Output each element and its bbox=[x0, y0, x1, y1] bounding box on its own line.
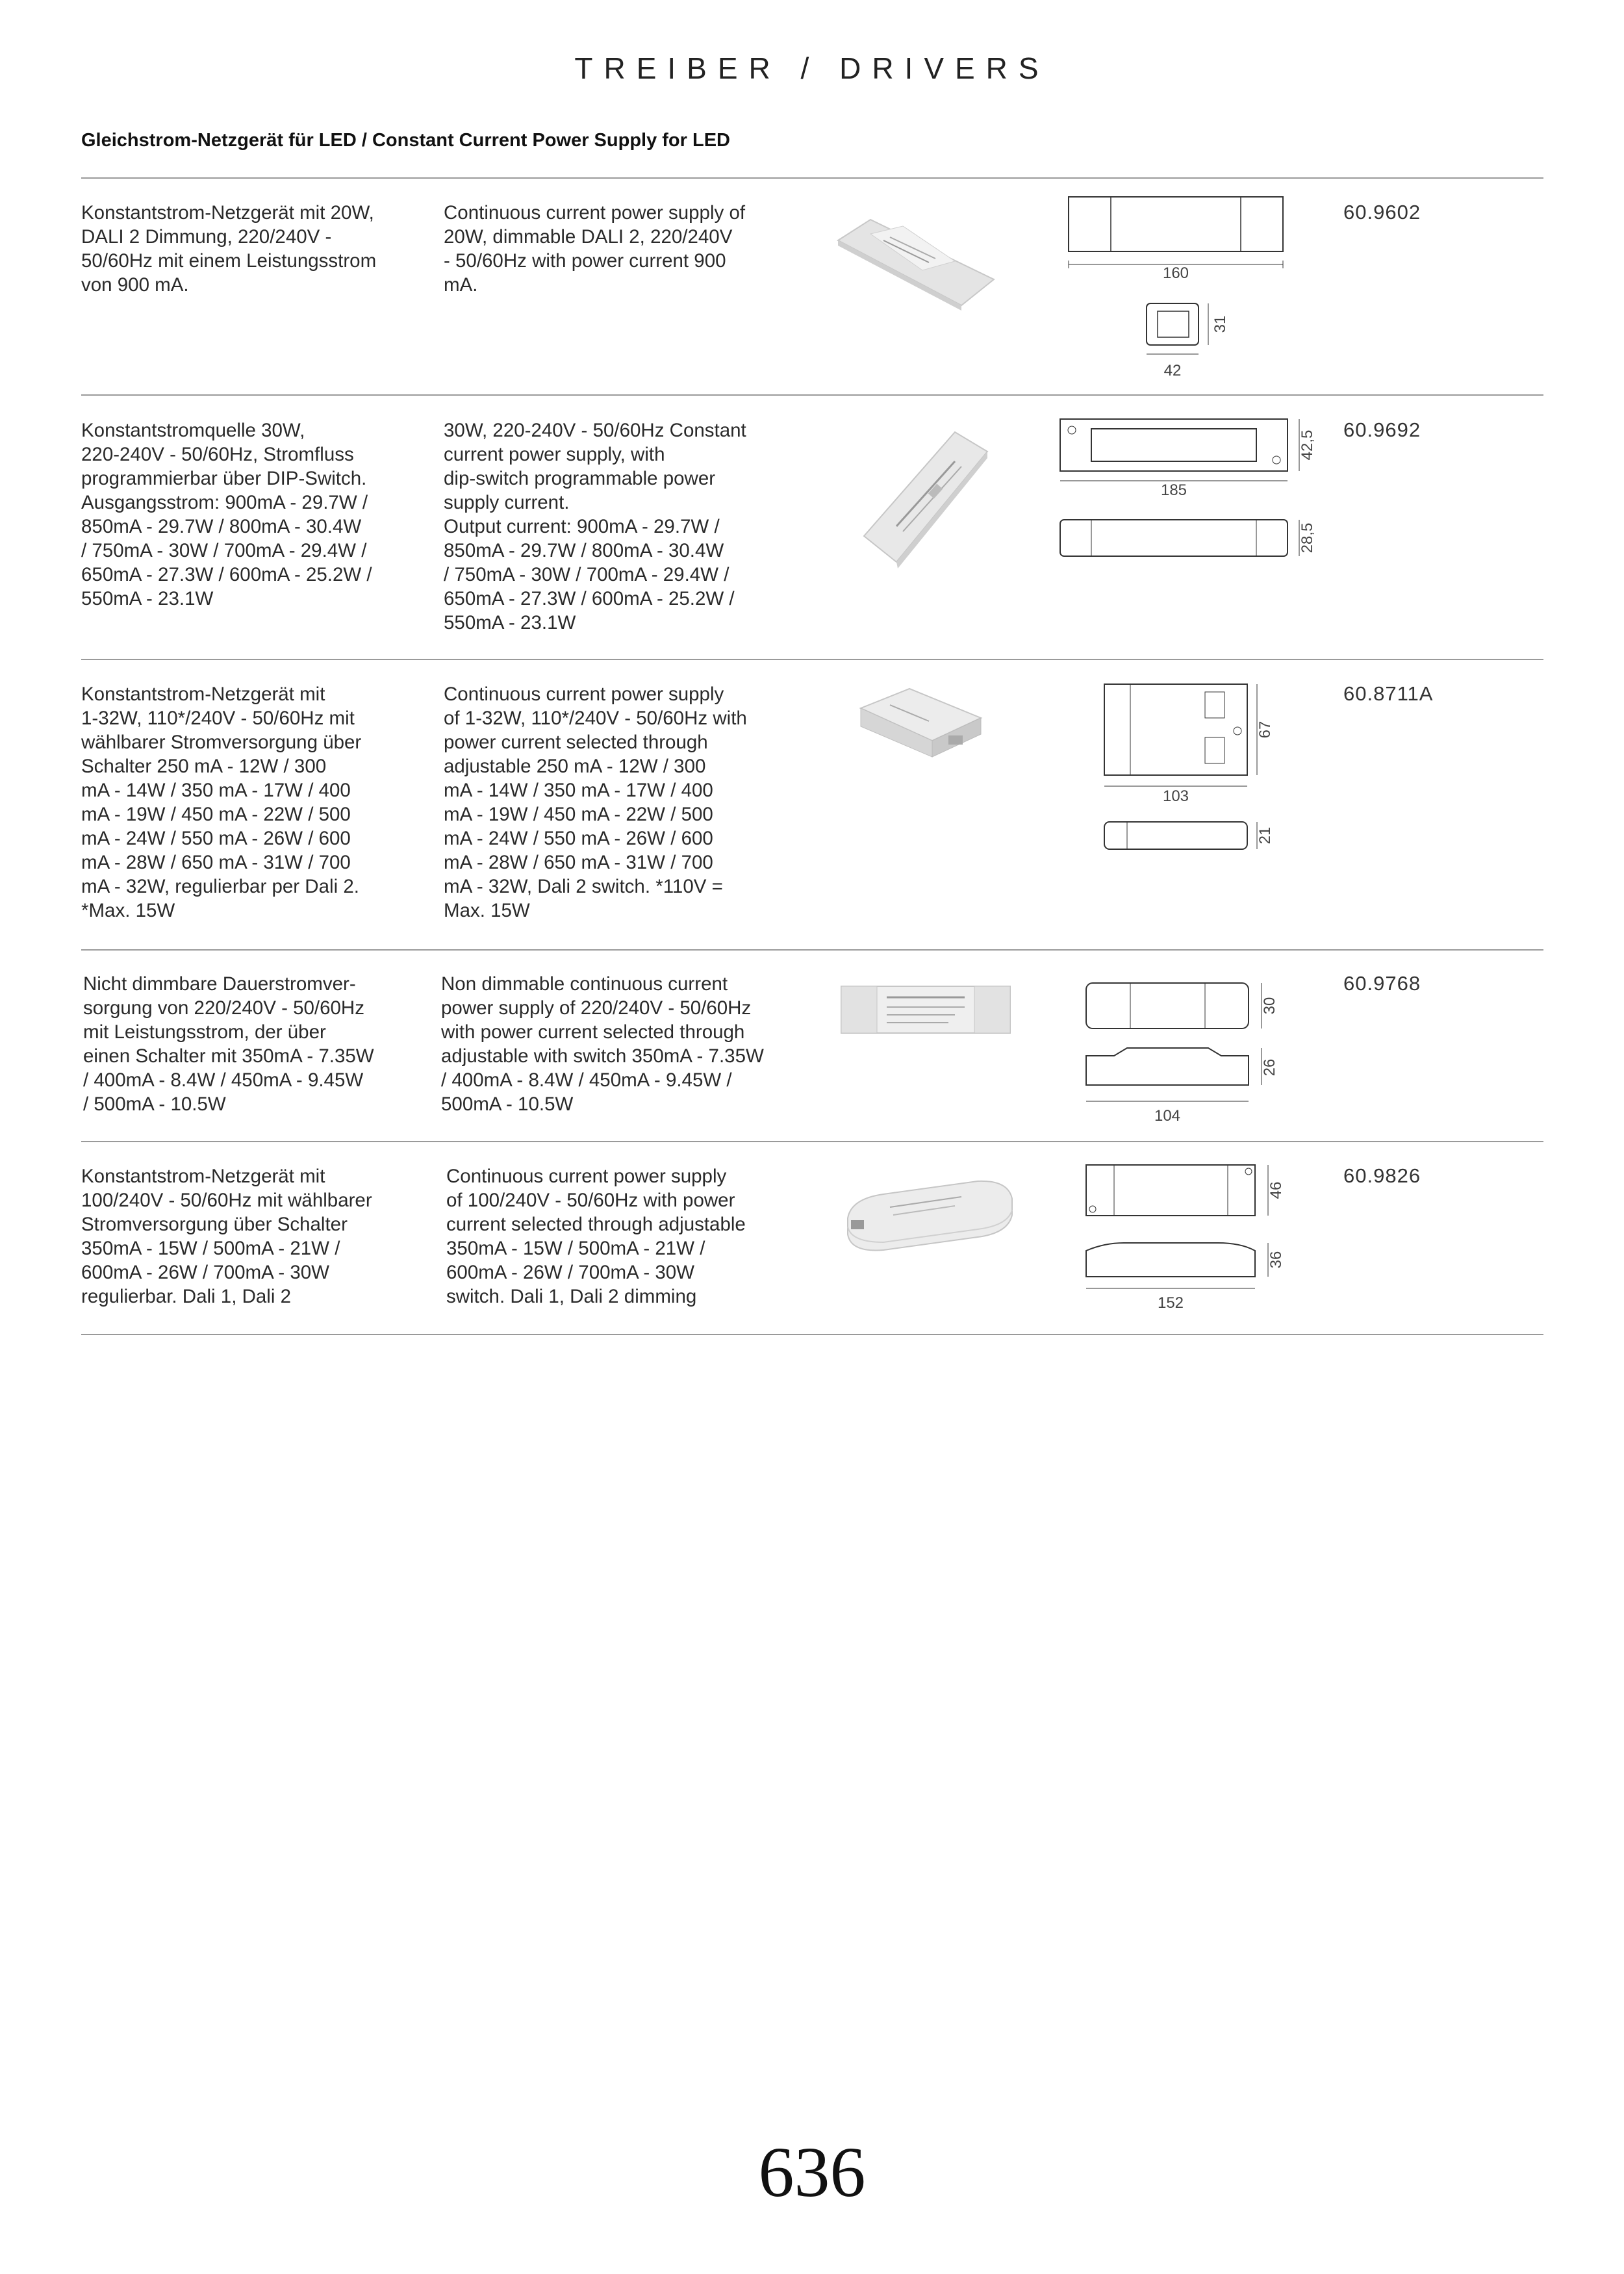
dimension-length: 152 bbox=[1157, 1294, 1184, 1312]
dimension-drawing bbox=[1098, 679, 1293, 861]
section-subtitle: Gleichstrom-Netzgerät für LED / Constant Current Power Supply for LED bbox=[81, 130, 730, 151]
product-description-en: 30W, 220-240V - 50/60Hz Constant current power supply, with dip-switch programmable power supply current. Output current: 900mA - 29.7W / 850mA - 29.7W / 800mA - 30.4W / 750mA - 30W / 700mA - 29.4W / 650mA - 27.3W / 600mA - 25.2W / 550mA - 23.1W bbox=[444, 420, 746, 633]
product-description-de: Konstantstrom-Netzgerät mit 100/240V - 50/60Hz mit wählbarer Stromversorgung über Schalter 350mA - 15W / 500mA - 21W / 600mA - 26W / 700mA - 30W regulierbar. Dali 1, Dali 2 bbox=[81, 1166, 372, 1307]
product-photo bbox=[831, 208, 1000, 312]
dimension-height: 67 bbox=[1256, 721, 1274, 739]
dimension-height: 30 bbox=[1261, 997, 1278, 1015]
row-divider bbox=[81, 659, 1543, 660]
dimension-depth: 36 bbox=[1267, 1251, 1285, 1269]
product-code: 60.8711A bbox=[1343, 682, 1434, 705]
product-description-de: Nicht dimmbare Dauerstromver- sorgung von 220/240V - 50/60Hz mit Leistungsstrom, der über einen Schalter mit 350mA - 7.35W / 400mA - 8.4W / 450mA - 9.45W / 500mA - 10.5W bbox=[83, 973, 374, 1115]
dimension-length: 103 bbox=[1162, 787, 1189, 805]
dimension-height: 46 bbox=[1267, 1181, 1285, 1199]
product-photo bbox=[851, 682, 987, 767]
row-divider bbox=[81, 1141, 1543, 1142]
dimension-drawing bbox=[1059, 192, 1299, 387]
product-description-en: Continuous current power supply of 1-32W, 110*/240V - 50/60Hz with power current selected through adjustable 250 mA - 12W / 300 mA - 14W / 350 mA - 17W / 400 mA - 19W / 450 mA - 22W / 500 mA - 24W / 550 mA - 26W / 600 mA - 28W / 650 mA - 31W / 700 mA - 32W, Dali 2 switch. *110V = Max. 15W bbox=[444, 683, 747, 921]
dimension-depth: 28,5 bbox=[1299, 522, 1316, 554]
product-photo bbox=[851, 422, 1000, 572]
product-code: 60.9826 bbox=[1343, 1164, 1421, 1187]
product-code: 60.9602 bbox=[1343, 201, 1421, 224]
product-photo bbox=[838, 981, 1013, 1040]
page-number: 636 bbox=[758, 2132, 866, 2212]
row-divider bbox=[81, 949, 1543, 951]
dimension-drawing bbox=[1052, 416, 1325, 565]
page-title: TREIBER / DRIVERS bbox=[574, 51, 1050, 85]
product-description-en: Continuous current power supply of 100/240V - 50/60Hz with power current selected through adjustable 350mA - 15W / 500mA - 21W / 600mA - 26W / 700mA - 30W switch. Dali 1, Dali 2 dimming bbox=[446, 1166, 746, 1307]
row-divider bbox=[81, 177, 1543, 179]
product-photo bbox=[838, 1169, 1020, 1260]
dimension-depth: 26 bbox=[1261, 1058, 1278, 1077]
dimension-drawing bbox=[1078, 971, 1299, 1134]
row-divider bbox=[81, 1334, 1543, 1335]
row-divider bbox=[81, 394, 1543, 396]
product-description-de: Konstantstrom-Netzgerät mit 1-32W, 110*/240V - 50/60Hz mit wählbarer Stromversorgung über Schalter 250 mA - 12W / 300 mA - 14W / 350 mA - 17W / 400 mA - 19W / 450 mA - 22W / 500 mA - 24W / 550 mA - 26W / 600 mA - 28W / 650 mA - 31W / 700 mA - 32W, regulierbar per Dali 2. *Max. 15W bbox=[81, 683, 362, 921]
dimension-length: 160 bbox=[1162, 264, 1189, 282]
dimension-depth: 21 bbox=[1256, 826, 1274, 845]
product-description-de: Konstantstrom-Netzgerät mit 20W, DALI 2 Dimmung, 220/240V - 50/60Hz mit einem Leistungsstrom von 900 mA. bbox=[81, 202, 377, 296]
product-description-de: Konstantstromquelle 30W, 220-240V - 50/60Hz, Stromfluss programmierbar über DIP-Switch. Ausgangsstrom: 900mA - 29.7W / 850mA - 29.7W / 800mA - 30.4W / 750mA - 30W / 700mA - 29.4W / 650mA - 27.3W / 600mA - 25.2W / 550mA - 23.1W bbox=[81, 420, 372, 609]
dimension-length: 185 bbox=[1160, 481, 1187, 499]
dimension-width: 42 bbox=[1163, 362, 1182, 379]
product-code: 60.9768 bbox=[1343, 972, 1421, 995]
dimension-height: 42,5 bbox=[1299, 429, 1316, 461]
dimension-length: 104 bbox=[1154, 1107, 1181, 1125]
product-description-en: Non dimmable continuous current power supply of 220/240V - 50/60Hz with power current selected through adjustable with switch 350mA - 7.35W / 400mA - 8.4W / 450mA - 9.45W / 500mA - 10.5W bbox=[441, 973, 764, 1115]
dimension-drawing bbox=[1078, 1160, 1299, 1319]
product-description-en: Continuous current power supply of 20W, dimmable DALI 2, 220/240V - 50/60Hz with power current 900 mA. bbox=[444, 202, 746, 296]
product-code: 60.9692 bbox=[1343, 418, 1421, 441]
dimension-height: 31 bbox=[1212, 315, 1229, 333]
